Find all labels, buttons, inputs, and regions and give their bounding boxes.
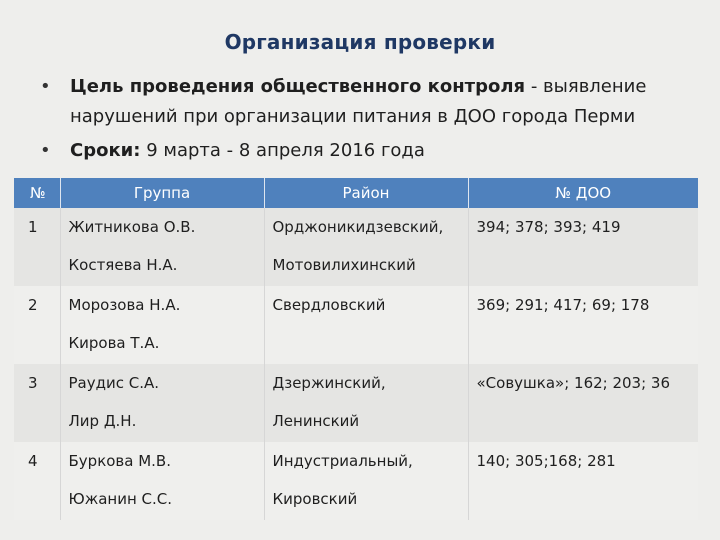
doo-list	[469, 246, 699, 284]
district-name: Орджоникидзевский,	[272, 218, 444, 236]
group-member: Лир Д.Н.	[68, 412, 137, 430]
table-row	[14, 364, 698, 442]
district-name: Кировский	[272, 490, 358, 508]
doo-list	[469, 324, 699, 362]
row-number: 1	[28, 218, 38, 236]
header-district: Район	[264, 178, 468, 208]
header-doo: № ДОО	[468, 178, 698, 208]
district-name	[265, 324, 468, 362]
doo-list: 140; 305;168; 281	[476, 452, 616, 470]
bullet-marker: •	[40, 140, 51, 161]
bullet-dates	[30, 136, 710, 166]
bullet-marker: •	[40, 76, 51, 97]
doo-list: «Совушка»; 162; 203; 36	[476, 374, 671, 392]
group-member: Морозова Н.А.	[68, 296, 181, 314]
table-row	[14, 286, 698, 364]
district-name: Мотовилихинский	[272, 256, 416, 274]
header-number: №	[14, 178, 60, 208]
district-name: Свердловский	[272, 296, 386, 314]
inspection-table	[14, 178, 698, 520]
group-member: Буркова М.В.	[68, 452, 171, 470]
group-member: Кирова Т.А.	[68, 334, 160, 352]
row-number: 3	[28, 374, 38, 392]
group-member: Южанин С.С.	[68, 490, 173, 508]
bullet-goal	[30, 72, 710, 132]
group-member: Костяева Н.А.	[68, 256, 178, 274]
doo-list	[469, 402, 699, 440]
bullet-dates-label: Сроки:	[70, 140, 141, 161]
header-group: Группа	[60, 178, 264, 208]
bullet-dates-text: 9 марта - 8 апреля 2016 года	[140, 140, 425, 161]
table-row	[14, 208, 698, 286]
doo-list: 394; 378; 393; 419	[476, 218, 621, 236]
row-number: 4	[28, 452, 38, 470]
slide-title: Организация проверки	[224, 30, 496, 54]
district-name: Индустриальный,	[272, 452, 413, 470]
group-member: Житникова О.В.	[68, 218, 196, 236]
district-name: Дзержинский,	[272, 374, 386, 392]
row-number: 2	[28, 296, 38, 314]
group-member: Раудис С.А.	[68, 374, 160, 392]
table-row	[14, 442, 698, 520]
table-header-row	[14, 178, 698, 208]
bullet-goal-text: - выявление нарушений при организации питания в ДОО города Перми	[70, 76, 647, 127]
doo-list	[469, 480, 699, 518]
bullet-goal-label: Цель проведения общественного контроля	[70, 76, 526, 97]
doo-list: 369; 291; 417; 69; 178	[476, 296, 650, 314]
district-name: Ленинский	[272, 412, 360, 430]
bullet-list	[30, 72, 710, 166]
